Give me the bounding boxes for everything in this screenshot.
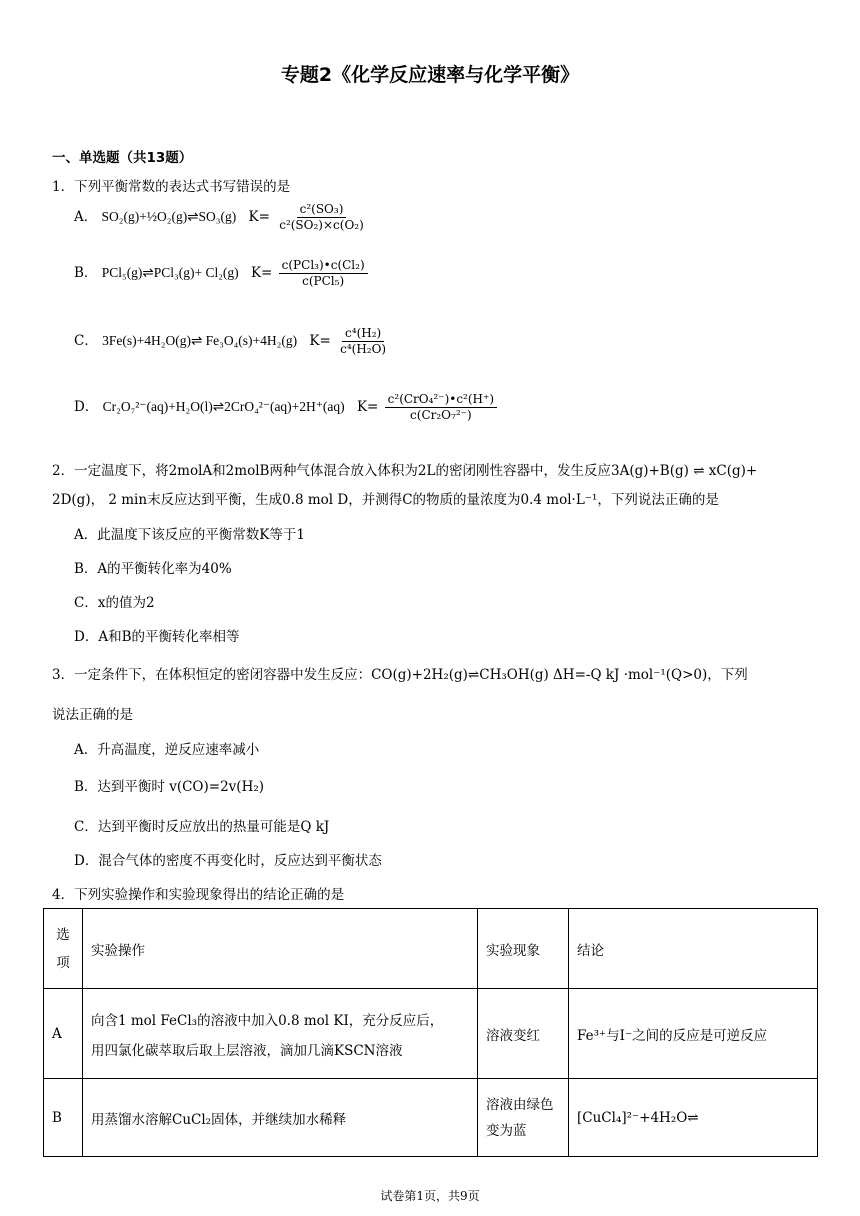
equation: Cr₂O₇²⁻(aq)+H₂O(l)⇌2CrO₄²⁻(aq)+2H⁺(aq) xyxy=(102,399,345,414)
page-title: 专题2《化学反应速率与化学平衡》 xyxy=(280,64,580,86)
row-operation: 用蒸馏水溶解CuCl₂固体，并继续加水稀释 xyxy=(83,1079,478,1157)
row-phenomenon: 溶液由绿色变为蓝 xyxy=(478,1079,569,1157)
option-label: A． xyxy=(74,209,98,225)
q1-option-c: C． 3Fe(s)+4H₂O(g)⇌ Fe₃O₄(s)+4H₂(g) K= $\frac{\text{c⁴(H₂)}}{\text{c⁴(H₂O)}}$ xyxy=(74,326,391,357)
k-numerator: c⁴(H₂) xyxy=(342,326,384,342)
question-1-stem: 1．下列平衡常数的表达式书写错误的是 xyxy=(52,179,291,195)
q1-option-a: A． SO₂(g)+½O₂(g)⇌SO₃(g) K= $\frac{\text{c²(SO₃)}}{\text{c²(SO₂)×c(O₂)}}$ xyxy=(74,202,369,233)
k-numerator: c²(CrO₄²⁻)•c²(H⁺) xyxy=(385,392,497,408)
row-operation xyxy=(83,989,478,1079)
row-option: B xyxy=(44,1079,83,1157)
option-label: D． xyxy=(74,399,99,415)
k-numerator: c²(SO₃) xyxy=(297,202,347,218)
row-phenomenon: 溶液变红 xyxy=(478,989,569,1079)
table-header-row xyxy=(44,909,818,989)
table-row xyxy=(44,1079,818,1157)
q1-option-d: D． Cr₂O₇²⁻(aq)+H₂O(l)⇌2CrO₄²⁻(aq)+2H⁺(aq) K= $\frac{\text{c²(CrO₄²⁻)•c²(H⁺)}}{\text{c(Cr₂O₇²⁻)}}$ xyxy=(74,392,499,423)
page-footer: 试卷第1页，共9页 xyxy=(380,1189,480,1203)
row-option: A xyxy=(44,989,83,1079)
k-denominator: c(PCl₅) xyxy=(302,274,345,288)
question-3-line-1: 3．一定条件下，在体积恒定的密闭容器中发生反应：CO(g)+2H₂(g)⇌CH₃OH(g) ΔH=-Q kJ ·mol⁻¹(Q>0)，下列 xyxy=(52,667,748,683)
header-operation: 实验操作 xyxy=(83,909,478,989)
equation: PCl₅(g)⇌PCl₃(g)+ Cl₂(g) xyxy=(101,265,239,280)
table-row xyxy=(44,989,818,1079)
q1-option-b: B． PCl₅(g)⇌PCl₃(g)+ Cl₂(g) K= $\frac{\text{c(PCl₃)•c(Cl₂)}}{\text{c(PCl₅)}}$ xyxy=(74,258,370,289)
k-denominator: c⁴(H₂O) xyxy=(340,342,387,356)
question-2-line-1: 2．一定温度下，将2molA和2molB两种气体混合放入体积为2L的密闭刚性容器中，发生反应3A(g)+B(g) ⇌ xC(g)+ xyxy=(52,463,758,479)
q2-option-d: D．A和B的平衡转化率相等 xyxy=(74,629,240,645)
header-phenomenon: 实验现象 xyxy=(478,909,569,989)
operation-line: 向含1 mol FeCl₃的溶液中加入0.8 mol KI，充分反应后， xyxy=(91,1012,444,1029)
equation: 3Fe(s)+4H₂O(g)⇌ Fe₃O₄(s)+4H₂(g) xyxy=(102,333,298,348)
header-option: 选项 xyxy=(44,909,83,989)
q3-option-d: D．混合气体的密度不再变化时，反应达到平衡状态 xyxy=(74,853,382,869)
k-denominator: c(Cr₂O₇²⁻) xyxy=(410,408,472,422)
question-3-line-2: 说法正确的是 xyxy=(52,707,133,723)
operation-line: 用四氯化碳萃取后取上层溶液，滴加几滴KSCN溶液 xyxy=(91,1042,403,1059)
row-conclusion: Fe³⁺与I⁻之间的反应是可逆反应 xyxy=(569,989,818,1079)
experiment-table xyxy=(43,908,818,1157)
row-conclusion: [CuCl₄]²⁻+4H₂O⇌ xyxy=(569,1079,818,1157)
q3-option-b: B．达到平衡时 v(CO)=2v(H₂) xyxy=(74,779,265,795)
question-4-stem: 4．下列实验操作和实验现象得出的结论正确的是 xyxy=(52,887,345,903)
option-label: C． xyxy=(74,333,98,349)
equation: SO₂(g)+½O₂(g)⇌SO₃(g) xyxy=(101,209,237,224)
q2-option-a: A．此温度下该反应的平衡常数K等于1 xyxy=(74,527,305,543)
q2-option-c: C．x的值为2 xyxy=(74,595,155,611)
q2-option-b: B．A的平衡转化率为40% xyxy=(74,561,232,577)
q3-option-a: A．升高温度，逆反应速率减小 xyxy=(74,742,260,758)
question-2-line-2: 2D(g)， 2 min末反应达到平衡，生成0.8 mol D，并测得C的物质的量浓度为0.4 mol·L⁻¹，下列说法正确的是 xyxy=(52,492,719,508)
section-heading: 一、单选题（共13题） xyxy=(52,150,193,166)
header-conclusion: 结论 xyxy=(569,909,818,989)
q3-option-c: C．达到平衡时反应放出的热量可能是Q kJ xyxy=(74,819,330,835)
k-numerator: c(PCl₃)•c(Cl₂) xyxy=(279,258,368,274)
option-label: B． xyxy=(74,265,98,281)
k-denominator: c²(SO₂)×c(O₂) xyxy=(279,218,364,232)
